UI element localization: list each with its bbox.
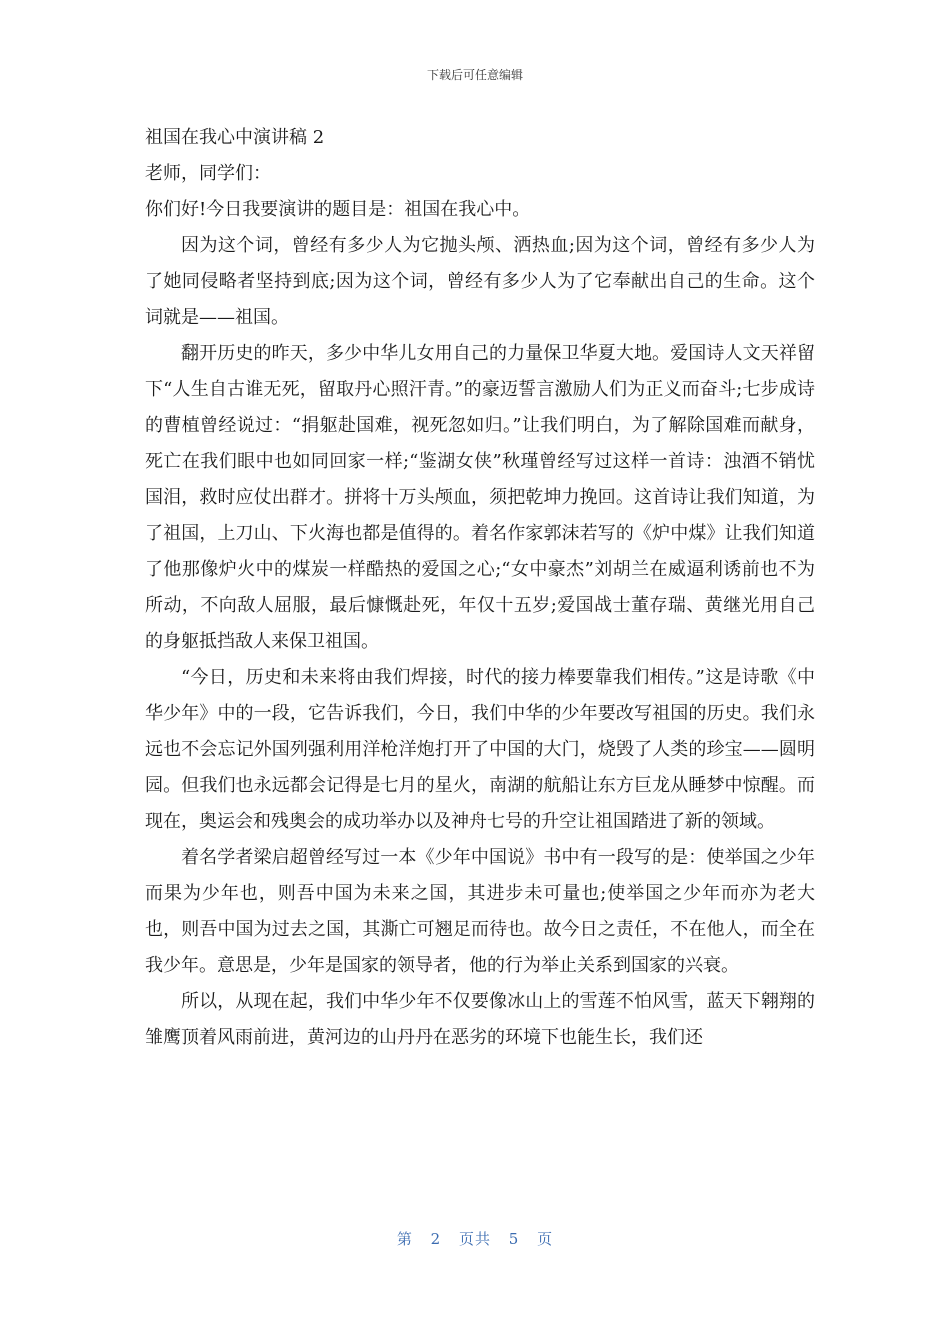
page-footer <box>0 1228 950 1249</box>
total-pages-number: 5 <box>508 1230 520 1248</box>
page-label-suffix: 页 <box>537 1230 554 1248</box>
page-header: 下载后可任意编辑 <box>426 68 523 82</box>
paragraph-intro: 因为这个词，曾经有多少人为它抛头颅、洒热血;因为这个词，曾经有多少人为了她同侵略者坚持到底;因为这个词，曾经有多少人为了它奉献出自己的生命。这个词就是——祖国。 <box>145 235 815 328</box>
document-title: 祖国在我心中演讲稿 2 <box>145 127 325 148</box>
paragraph-poem: “今日，历史和未来将由我们焊接，时代的接力棒要靠我们相传。”这是诗歌《中华少年》中的一段，它告诉我们，今日，我们中华的少年要改写祖国的历史。我们永远也不会忘记外国列强利用洋枪洋炮打开了中国的大门，烧毁了人类的珍宝——圆明园。但我们也永远都会记得是七月的星火，南湖的航船让东方巨龙从睡梦中惊醒。而现在，奥运会和残奥会的成功举办以及神舟七号的升空让祖国踏进了新的领域。 <box>145 667 815 832</box>
paragraph-liang-qichao: 着名学者梁启超曾经写过一本《少年中国说》书中有一段写的是：使举国之少年而果为少年也，则吾中国为未来之国，其进步未可量也;使举国之少年而亦为老大也，则吾中国为过去之国，其澌亡可翘足而待也。故今日之责任，不在他人，而全在我少年。意思是，少年是国家的领导者，他的行为举止关系到国家的兴衰。 <box>145 847 815 976</box>
page-label-prefix: 第 <box>396 1230 413 1248</box>
page-label-mid: 页共 <box>458 1230 491 1248</box>
paragraph-greeting: 你们好!今日我要演讲的题目是：祖国在我心中。 <box>145 199 531 220</box>
current-page-number: 2 <box>430 1230 442 1248</box>
paragraph-conclusion: 所以，从现在起，我们中华少年不仅要像冰山上的雪莲不怕风雪，蓝天下翱翔的雏鹰顶着风雨前进，黄河边的山丹丹在恶劣的环境下也能生长，我们还 <box>145 991 815 1048</box>
paragraph-history: 翻开历史的昨天，多少中华儿女用自己的力量保卫华夏大地。爱国诗人文天祥留下“人生自古谁无死，留取丹心照汗青。”的豪迈誓言激励人们为正义而奋斗;七步成诗的曹植曾经说过：“捐躯赴国难，视死忽如归。”让我们明白，为了解除国难而献身，死亡在我们眼中也如同回家一样;“鉴湖女侠”秋瑾曾经写过这样一首诗：浊酒不销忧国泪，救时应仗出群才。拼将十万头颅血，须把乾坤力挽回。这首诗让我们知道，为了祖国，上刀山、下火海也都是值得的。着名作家郭沫若写的《炉中煤》让我们知道了他那像炉火中的煤炭一样酷热的爱国之心;“女中豪杰”刘胡兰在威逼利诱前也不为所动，不向敌人屈服，最后慷慨赴死，年仅十五岁;爱国战士董存瑞、黄继光用自己的身躯抵挡敌人来保卫祖国。 <box>145 343 815 652</box>
document-body <box>145 120 815 1056</box>
salutation: 老师，同学们： <box>145 163 271 184</box>
